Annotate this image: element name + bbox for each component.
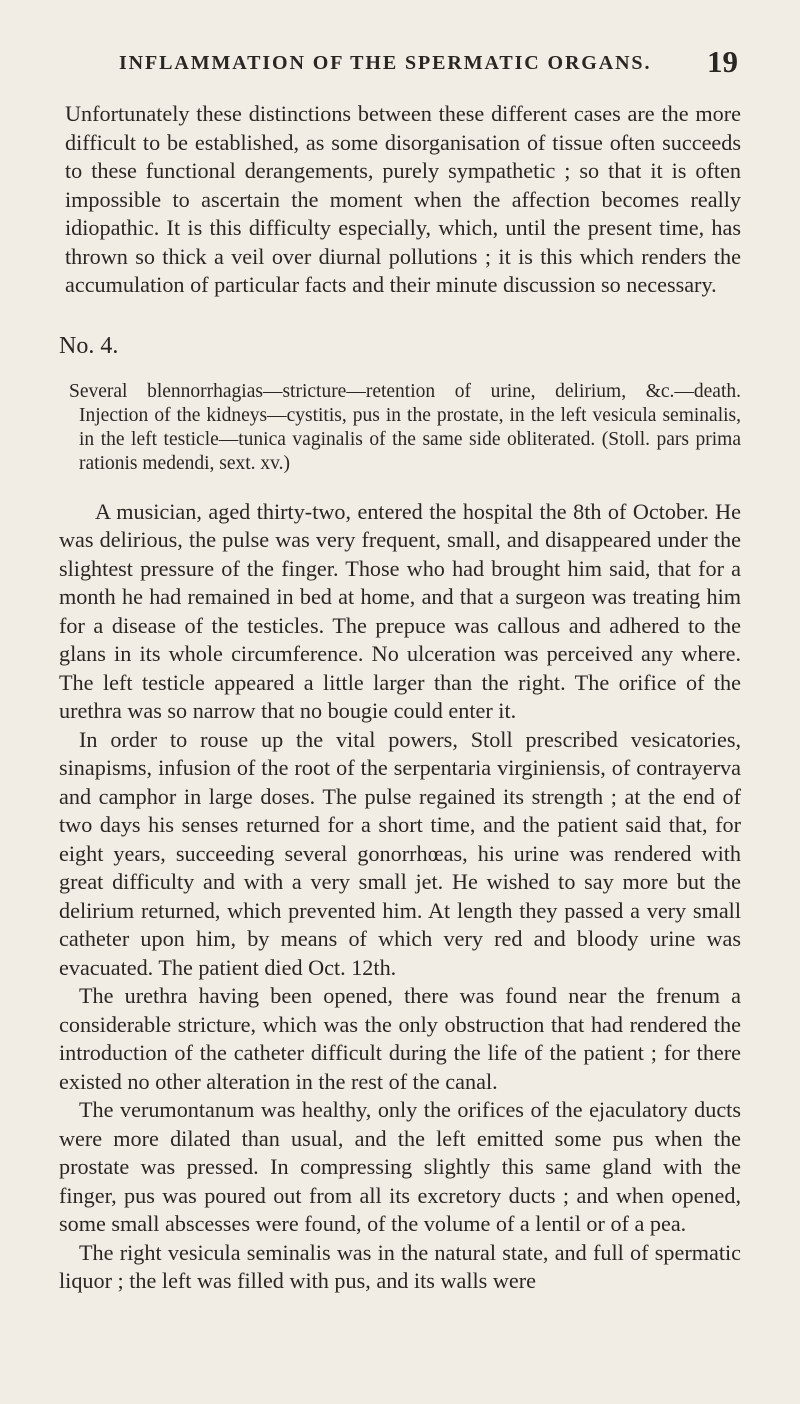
case-paragraph: The verumontanum was healthy, only the orifices of the ejaculatory ducts were more dilated than usual, and the left emitted some pus when the prostate was pressed. In compressing slightly this same gland with the finger, pus was poured out from all its excretory ducts ; and when opened, some small abscesses were found, of the volume of a lentil or of a pea. (59, 1097, 741, 1236)
running-head: INFLAMMATION OF THE SPERMATIC ORGANS. (119, 52, 652, 74)
intro-paragraph: Unfortunately these distinctions between these different cases are the more difficult to be established, as some disorganisation of tissue often succeeds to these functional derangements, purely sympathetic ; so that it is often impossible to ascertain the moment when the affection becomes really idiopathic. It is this difficulty especially, which, until the present time, has thrown so thick a veil over diurnal pollutions ; it is this which renders the accumulation of particular facts and their minute discussion so necessary. (65, 101, 741, 297)
case-paragraph: In order to rouse up the vital powers, Stoll prescribed vesicatories, sinapisms, infusion of the root of the serpentaria virginiensis, of contrayerva and camphor in large doses. The pulse regained its strength ; at the end of two days his senses returned for a short time, and the patient said that, for eight years, succeeding several gonorrhœas, his urine was rendered with great difficulty and with a very small jet. He wished to say more but the delirium returned, which prevented him. At length they passed a very small catheter upon him, by means of which very red and bloody urine was evacuated. The patient died Oct. 12th. (59, 726, 741, 980)
page-number: 19 (707, 44, 738, 79)
case-summary: Several blennorrhagias—stricture—retention of urine, delirium, &c.—death. Injection of the kidneys—cystitis, pus in the prostate, in the left vesicula seminalis, in the left testicle—tunica vaginalis of the same side obliterated. (Stoll. pars prima rationis medendi, sext. xv.) (69, 380, 741, 474)
case-paragraph: The urethra having been opened, there was found near the frenum a considerable stricture, which was the only obstruction that had rendered the introduction of the catheter difficult during the life of the patient ; for there existed no other alteration in the rest of the canal. (59, 983, 741, 1094)
case-heading: No. 4. (59, 332, 119, 359)
page-content (59, 100, 741, 1296)
case-body (59, 498, 741, 1296)
case-paragraph: The right vesicula seminalis was in the natural state, and full of spermatic liquor ; the left was filled with pus, and its walls were (59, 1239, 741, 1293)
case-paragraph: A musician, aged thirty-two, entered the hospital the 8th of October. He was delirious, the pulse was very frequent, small, and disappeared under the slightest pressure of the finger. Those who had brought him said, that for a month he had remained in bed at home, and that a surgeon was treating him for a disease of the testicles. The prepuce was callous and adhered to the glans in its whole circumference. No ulceration was perceived any where. The left testicle appeared a little larger than the right. The orifice of the urethra was so narrow that no bougie could enter it. (59, 498, 741, 723)
page-header (98, 44, 738, 82)
